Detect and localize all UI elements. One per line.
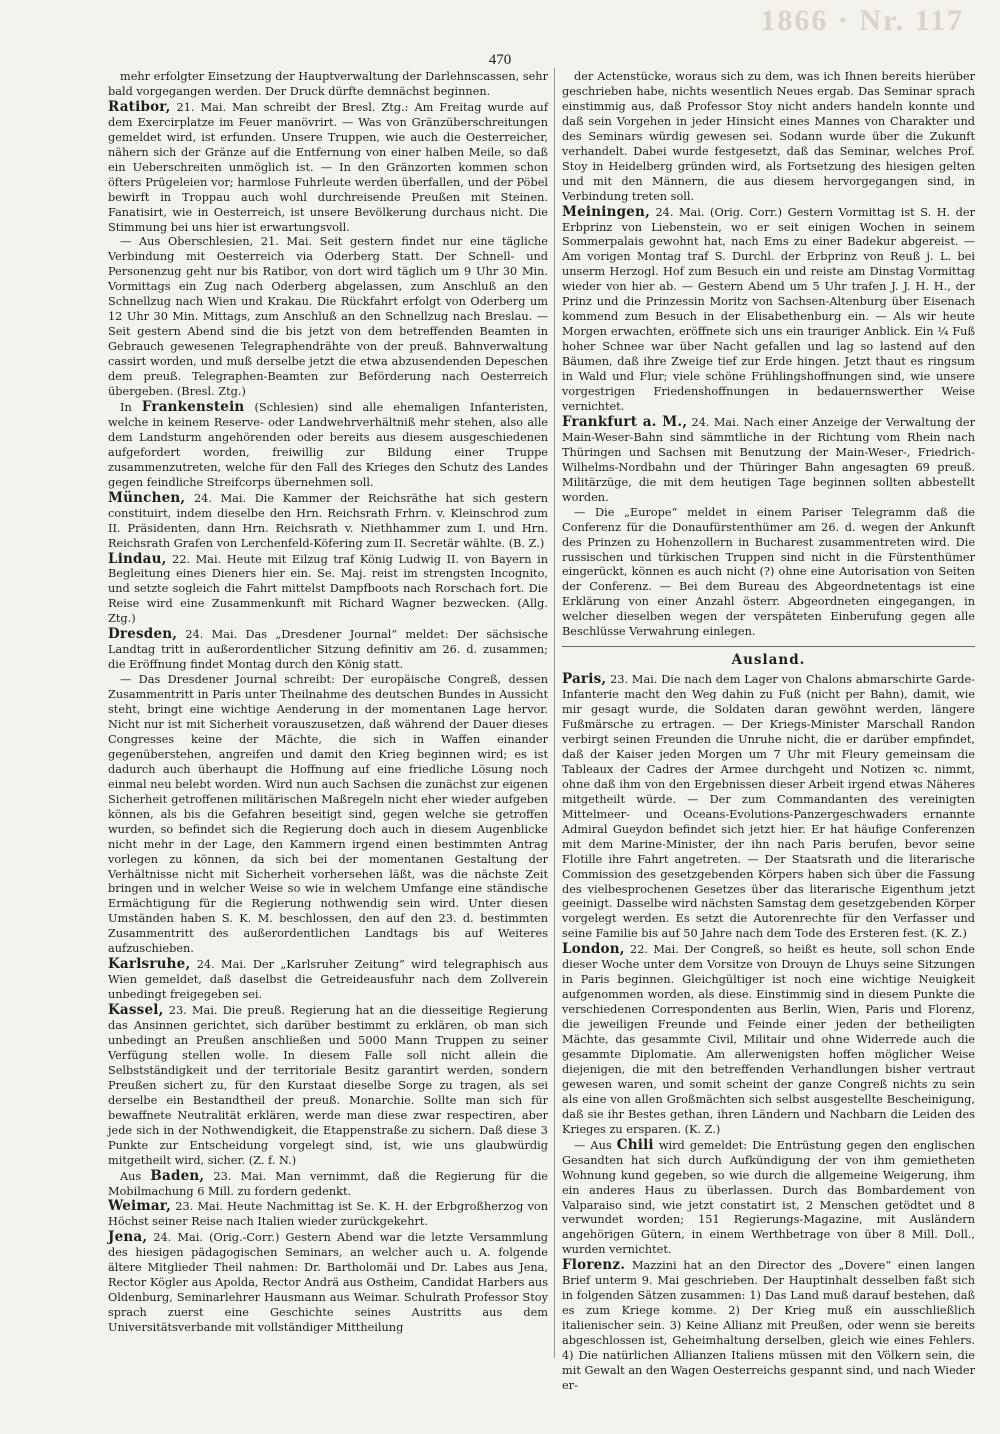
article-paragraph: Lindau, 22. Mai. Heute mit Eilzug traf König Ludwig II. von Bayern in Begleitung eines Dieners hier ein. Se. Maj. reist im strengsten Incognito, und setzte sogleich die Fahrt mittelst Dampfboots nach Rorschach fort. Die Reise wird eine Zusammenkunft mit Richard Wagner bezwecken. (Allg. Ztg.) — [108, 550, 548, 626]
article-paragraph: Karlsruhe, 24. Mai. Der „Karlsruher Zeitung“ wird telegraphisch aus Wien gemeldet, daß daselbst die Getreideausfuhr nach dem Zollverein unbedingt freigegeben sei. — [108, 956, 548, 1002]
right-column — [562, 70, 975, 1392]
article-paragraph: — Die „Europe“ meldet in einem Pariser Telegramm daß die Conferenz für die Donaufürstenthümer am 26. d. wegen der Ankunft des Prinzen zu Hohenzollern in Bucharest zusammentreten wird. Die russischen und türkischen Truppen sind nicht in die Fürstenthümer eingerückt, können es auch nicht (?) ohne eine Autorisation von Seiten der Conferenz. — Bei dem Bureau des Abgeordnetentags ist eine Erklärung von einer Anzahl österr. Abgeordneten eingegangen, in welcher dieselben wegen der verspäteten Einberufung gegen alle Beschlüsse Verwahrung einlegen. — [562, 505, 975, 639]
article-paragraph: — Aus Oberschlesien, 21. Mai. Seit gestern findet nur eine tägliche Verbindung mit Oesterreich via Oderberg Statt. Der Schnell- und Personenzug geht nur bis Ratibor, von dort wird täglich um 9 Uhr 30 Min. Vormittags ein Zug nach Oderberg abgelassen, zum Anschluß an den Schnellzug nach Wien und Krakau. Die Rückfahrt erfolgt von Oderberg um 12 Uhr 30 Min. Mittags, zum Anschluß an den Schnellzug nach Breslau. — Seit gestern Abend sind die bis jetzt von dem betreffenden Beamten in Gebrauch gewesenen Telegraphendrähte von der preuß. Bahnverwaltung cassirt worden, und muß derselbe jetzt die etwa abzusendenden Depeschen dem preuß. Telegraphen-Beamten zur Beförderung nach Oesterreich übergeben. (Bresl. Ztg.) — [108, 235, 548, 399]
article-paragraph: Florenz. Mazzini hat an den Director des „Dovere“ einen langen Brief unterm 9. Mai geschrieben. Der Hauptinhalt desselben faßt sich in folgenden Sätzen zusammen: 1) Das Land muß darauf bestehen, daß es zum Kriege komme. 2) Der Krieg muß ein ausschließlich italienischer sein. 3) Keine Allianz mit Preußen, oder wenn sie bereits abgeschlossen ist, Geheimhaltung derselben, gleich wie eines Fehlers. 4) Die natürlichen Allianzen Italiens müssen mit den Völkern sein, die mit Gewalt an den Wagen Oesterreichs gespannt sind, und nach Wieder er- — [562, 1257, 975, 1392]
section-heading: Ausland. — [731, 652, 806, 669]
article-paragraph: Paris, 23. Mai. Die nach dem Lager von Chalons abmarschirte Garde-Infanterie macht den Weg dahin zu Fuß (nicht per Bahn), damit, wie mir gesagt wurde, die Soldaten daran gewöhnt werden, längere Fußmärsche zu ertragen. — Der Kriegs-Minister Marschall Randon verbirgt seinen Freunden die Unruhe nicht, die er darüber empfindet, daß der Kaiser jeden Morgen um 7 Uhr mit Fleury gemeinsam die Tableaux der Cadres der Armee durchgeht und Notizen ꝛc. nimmt, ohne daß ihm von den Ergebnissen dieser Arbeit irgend etwas Näheres mitgetheilt würde. — Der zum Commandanten des vereinigten Mittelmeer- und Oceans-Evolutions-Panzergeschwaders ernannte Admiral Gueydon befindet sich jetzt hier. Er hat häufige Conferenzen mit dem Marine-Minister, der ihn nach Paris berufen, bevor seine Flotille ihre Fahrt angetreten. — Der Staatsrath und die literarische Commission des gesetzgebenden Körpers haben sich über die Fassung des vielbesprochenen Gesetzes über das literarische Eigenthum jetzt geeinigt. Dasselbe wird nächsten Samstag dem gesetzgebenden Körper vorgelegt werden. Es setzt die Autorenrechte für den Verfasser und seine Familie bis auf 50 Jahre nach dem Tode des Ersteren fest. (K. Z.) — [562, 671, 975, 941]
article-paragraph: Frankfurt a. M., 24. Mai. Nach einer Anzeige der Verwaltung der Main-Weser-Bahn sind sämmtliche in der Richtung vom Rhein nach Thüringen und Sachsen mit Benutzung der Main-Weser-, Friedrich-Wilhelms-Nordbahn und der Thüringer Bahn angesagten 69 preuß. Militärzüge, die mit dem heutigen Tage beginnen sollten abbestellt worden. — [562, 413, 975, 504]
dateline-place: München, — [108, 489, 186, 506]
article-paragraph: Jena, 24. Mai. (Orig.-Corr.) Gestern Abend war die letzte Versammlung des hiesigen pädagogischen Seminars, an welcher auch u. A. folgende ältere Mitglieder Theil nahmen: Dr. Bartholomäi und Dr. Labes aus Jena, Rector Kögler aus Apolda, Rector Andrä aus Ostheim, Candidat Harbers aus Oldenburg, Seminarlehrer Hausmann aus Weimar. Schulrath Professor Stoy sprach zuerst eine Geschichte seines Austritts aus dem Universitätsverbande mit vollständiger Mittheilung — [108, 1229, 548, 1335]
column-rule — [554, 68, 555, 1358]
article-paragraph: Meiningen, 24. Mai. (Orig. Corr.) Gestern Vormittag ist S. H. der Erbprinz von Liebenstein, wo er seit einigen Wochen in seinem Sommerpalais gewohnt hat, nach Ems zu einer Badekur abgereist. — Am vorigen Montag traf S. Durchl. der Erbprinz von Reuß j. L. bei unserm Herzogl. Hof zum Besuch ein und reiste am Dinstag Vormittag wieder von hier ab. — Gestern Abend um 5 Uhr trafen J. J. H. H., der Prinz und die Prinzessin Moritz von Sachsen-Altenburg über Eisenach kommend zum Besuch in der Elisabethenburg ein. — Als wir heute Morgen erwachten, eröffnete sich uns ein trauriger Anblick. Ein ¼ Fuß hoher Schnee war über Nacht gefallen und lag so lastend auf den Bäumen, daß ihre Zweige tief zur Erde hingen. Jetzt thaut es ringsum in Wald und Flur; viele schöne Frühlingshoffnungen sind, wie unsere vorgestrigen Friedenshoffnungen in bedauernswerther Weise vernichtet. — [562, 203, 975, 413]
dateline-place: Frankenstein — [141, 398, 245, 415]
dateline-place: Meiningen, — [562, 203, 650, 220]
article-paragraph: der Actenstücke, woraus sich zu dem, was ich Ihnen bereits hierüber geschrieben habe, nichts wesentlich Neues ergab. Das Seminar sprach einstimmig aus, daß Professor Stoy nicht anders handeln konnte und daß sein Vorgehen in jeder Hinsicht eines Mannes von Charakter und des Seminars würdig gewesen sei. Sodann wurde über die Zukunft verhandelt. Dabei wurde festgesetzt, daß das Seminar, welches Prof. Stoy in Heidelberg gründen wird, als Fortsetzung des hiesigen gelten und mit den Männern, die aus diesem hervorgegangen sind, in Verbindung treten soll. — [562, 70, 975, 203]
article-paragraph: Ratibor, 21. Mai. Man schreibt der Bresl. Ztg.: Am Freitag wurde auf dem Exercirplatze im Feuer manövrirt. — Was von Gränzüberschreitungen gemeldet wird, ist erfunden. Unsere Truppen, wie auch die Oesterreicher, nähern sich der Gränze auf die Entfernung von einer halben Meile, so daß ein Ueberschreiten unmöglich ist. — In den Gränzorten kommen schon öfters Prügeleien vor; harmlose Fuhrleute werden überfallen, und der Pöbel bewirft in Troppau auch wohl durchreisende Preußen mit Steinen. Fanatisirt, wie in Oesterreich, ist unsere Bevölkerung durchaus nicht. Die Stimmung bei uns hier ist erwartungsvoll. — [108, 98, 548, 234]
article-paragraph: London, 22. Mai. Der Congreß, so heißt es heute, soll schon Ende dieser Woche unter dem Vorsitze von Drouyn de Lhuys seine Sitzungen in Paris beginnen. Gleichgültiger ist noch eine wichtige Neuigkeit aufgenommen worden, als diese. Einstimmig sind in diesem Punkte die verschiedenen Correspondenten aus Berlin, Wien, Paris und Florenz, die jeweiligen Freunde und Feinde einer jeden der betheiligten Mächte, das gesammte Civil, Militair und ohne Widerrede auch die gesammte Diplomatie. Am allerwenigsten hoffen möglicher Weise diejenigen, die mit den betreffenden Verhandlungen bisher vertraut gewesen waren, und somit scheint der ganze Congreß nichts zu sein als eine von allen Großmächten sich selbst ausgestellte Bescheinigung, daß sie ihr Bestes gethan, ihren Ländern und Nachbarn die Leiden des Krieges zu ersparen. (K. Z.) — [562, 941, 975, 1136]
dateline-place: Jena, — [108, 1229, 148, 1246]
dateline-place: Weimar, — [108, 1198, 172, 1215]
article-paragraph: Kassel, 23. Mai. Die preuß. Regierung hat an die diesseitige Regierung das Ansinnen gerichtet, sich darüber bestimmt zu erklären, ob man sich unbedingt an Preußen anschließen und 5000 Mann Truppen zu seiner Verfügung stellen wolle. In diesem Falle soll nicht allein die Selbstständigkeit und der territoriale Besitz garantirt werden, sondern Preußen sichert zu, für den Kurstaat dieselbe Sorge zu tragen, als sei derselbe ein Bestandtheil der preuß. Monarchie. Sollte man sich für bewaffnete Neutralität erklären, werde man diese zwar respectiren, aber jede sich in der Nothwendigkeit, die Etappenstraße zu sichern. Daß diese 3 Punkte zur Entscheidung vorgelegt sind, ist, wie uns glaubwürdig mitgetheilt wird, sicher. (Z. f. N.) — [108, 1002, 548, 1167]
dateline-place: Florenz. — [562, 1257, 626, 1274]
article-paragraph: mehr erfolgter Einsetzung der Hauptverwaltung der Darlehnscassen, sehr bald vorgegangen werden. Der Druck dürfte demnächst beginnen. — [108, 70, 548, 98]
dateline-place: Baden, — [150, 1167, 205, 1184]
article-paragraph: München, 24. Mai. Die Kammer der Reichsräthe hat sich gestern constituirt, indem dieselbe den Hrn. Reichsrath Frhrn. v. Kleinschrod zum II. Präsidenten, dann Hrn. Reichsrath v. Niethhammer zum I. und Hrn. Reichsrath Grafen von Lerchenfeld-Köfering zum II. Secretär wählte. (B. Z.) — [108, 489, 548, 550]
page-number: 470 — [488, 52, 512, 68]
left-column — [108, 70, 548, 1360]
article-paragraph: — Das Dresdener Journal schreibt: Der europäische Congreß, dessen Zusammentritt in Paris unter Theilnahme des deutschen Bundes in Aussicht steht, bringt eine wichtige Aenderung in der momentanen Lage hervor. Nicht nur ist mit Sicherheit vorauszusetzen, daß während der Dauer dieses Congresses keine der Mächte, die sich in Waffen einander gegenüberstehen, angreifen und damit den Krieg beginnen wird; es ist dadurch auch überhaupt die Hoffnung auf eine friedliche Lösung noch einmal neu belebt worden. Wird nun auch Sachsen die zunächst zur eigenen Sicherheit getroffenen militärischen Maßregeln nicht eher wieder aufgeben können, als bis die Gefahren beseitigt sind, gegen welche sie getroffen wurden, so befindet sich die Regierung doch auch in diesem Augenblicke nicht mehr in der Lage, den Kammern irgend einen bestimmten Antrag vorlegen zu können, da sich bei der momentanen Gestaltung der Verhältnisse nicht mit Sicherheit vorhersehen läßt, was die nächste Zeit bringen und in welcher Weise so wie in welchem Umfange eine ständische Ermächtigung für die Regierung nothwendig sein wird. Unter diesen Umständen haben S. K. M. beschlossen, den auf den 23. d. bestimmten Zusammentritt des außerordentlichen Landtags bis auf Weiteres aufzuschieben. — [108, 673, 548, 956]
dateline-place: Kassel, — [108, 1002, 164, 1019]
dateline-place: Dresden, — [108, 626, 178, 643]
article-paragraph: — Aus Chili wird gemeldet: Die Entrüstung gegen den englischen Gesandten hat sich durch Aufkündigung der von ihm gemietheten Wohnung kund gegeben, so wie durch die allgemeine Weigerung, ihm ein anderes Haus zu überlassen. Durch das Bombardement von Valparaiso sind, wie jetzt constatirt ist, 2 Menschen getödtet und 8 verwundet worden; 151 Regierungs-Magazine, mit Ausländern angehörigen Gütern, in einem Werthbetrage von über 8 Mill. Doll., wurden vernichtet. — [562, 1136, 975, 1257]
dateline-place: Ratibor, — [108, 98, 171, 115]
article-paragraph: Dresden, 24. Mai. Das „Dresdener Journal“ meldet: Der sächsische Landtag tritt in außerordentlicher Sitzung definitiv am 26. d. zusammen; die Eröffnung findet Montag durch den König statt. — [108, 626, 548, 672]
dateline-place: Paris, — [562, 671, 607, 688]
dateline-place: Lindau, — [108, 550, 167, 567]
section-rule — [562, 646, 975, 647]
article-paragraph: In Frankenstein (Schlesien) sind alle ehemaligen Infanteristen, welche in keinem Reserve- oder Landwehrverhältniß mehr stehen, also alle dem Landsturm angehörenden oder bereits aus diesem ausgeschiedenen aufgefordert worden, freiwillig zur Bildung einer Truppe zusammenzutreten, welche für den Fall des Krieges den Schutz des Landes gegen feindliche Streifcorps übernehmen soll. — [108, 398, 548, 489]
bleed-through-header: 1866 · Nr. 117 — [760, 4, 964, 37]
article-paragraph: Aus Baden, 23. Mai. Man vernimmt, daß die Regierung für die Mobilmachung 6 Mill. zu fordern gedenkt. — [108, 1167, 548, 1198]
dateline-place: Karlsruhe, — [108, 956, 191, 973]
article-paragraph: Weimar, 23. Mai. Heute Nachmittag ist Se. K. H. der Erbgroßherzog von Höchst seiner Reise nach Italien wieder zurückgekehrt. — [108, 1198, 548, 1229]
dateline-place: Chili — [616, 1136, 654, 1153]
dateline-place: London, — [562, 941, 625, 958]
dateline-place: Frankfurt a. M., — [562, 413, 688, 430]
